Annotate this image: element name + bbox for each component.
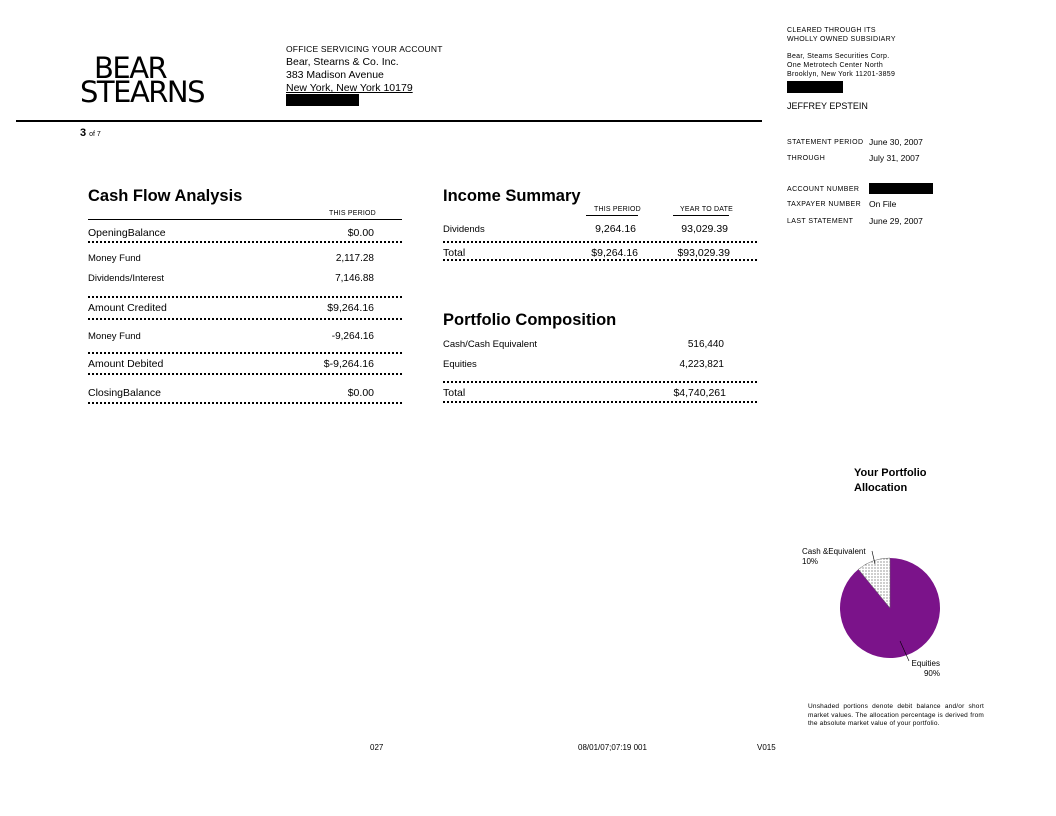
client-name: JEFFREY EPSTEIN [787,101,868,111]
allocation-title [854,466,974,496]
amount-debited-label: Amount Debited [88,358,164,370]
cash-flow-col-head: THIS PERIOD [329,210,376,217]
income-col-this-period: THIS PERIOD [594,206,641,213]
clearing-name: Bear, Steams Securities Corp. [787,53,890,60]
taxpayer-number-value: On File [869,199,897,209]
allocation-pie-chart [790,540,960,670]
amount-credited-label: Amount Credited [88,302,167,314]
income-dividends-ytd: 93,029.39 [681,223,728,235]
allocation-title-line-2: Allocation [854,482,908,494]
through-value: July 31, 2007 [869,153,920,163]
dotted-rule [443,259,757,261]
portfolio-composition-title: Portfolio Composition [443,311,617,329]
col-underline [586,215,638,216]
allocation-note: Unshaded portions denote debit balance and/or short market values. The allocation percentage is derived from the absolute market value of your portfolio. [808,703,984,727]
dotted-rule [88,296,402,298]
logo-line-1: BEAR [94,51,167,85]
clearing-city: Brooklyn, New York 11201-3859 [787,71,896,78]
dividends-interest-value: 7,146.88 [335,273,374,284]
cash-equivalent-label: Cash/Cash Equivalent [443,339,537,350]
money-fund-label: Money Fund [88,253,141,264]
taxpayer-number-label: TAXPAYER NUMBER [787,201,862,208]
redaction-bar [787,81,843,93]
portfolio-total-value: $4,740,261 [673,387,726,399]
dividends-interest-label: Dividends/Interest [88,273,165,284]
equities-label: Equities [443,359,477,370]
income-col-year-to-date: YEAR TO DATE [680,206,733,213]
statement-period-label: STATEMENT PERIOD [787,139,864,146]
amount-credited-value: $9,264.16 [327,302,374,314]
bear-stearns-logo [80,51,205,109]
portfolio-total-label: Total [443,387,466,399]
redaction-bar [286,94,359,106]
cash-equivalent-value: 516,440 [687,339,724,350]
dotted-rule [88,241,402,243]
dotted-rule [88,318,402,320]
office-city: New York, New York 10179 [286,82,413,94]
money-fund-value: 2,117.28 [335,253,374,264]
closing-balance-value: $0.00 [347,387,374,399]
clearing-line-2: WHOLLY OWNED SUBSIDIARY [787,36,896,43]
footer-code-right: V015 [757,743,776,752]
income-total-label: Total [443,247,466,259]
last-statement-value: June 29, 2007 [869,216,923,226]
logo-line-2: STEARNS [80,75,205,109]
statement-period-value: June 30, 2007 [869,137,923,147]
amount-debited-value: $-9,264.16 [323,358,374,370]
col-underline [673,215,729,216]
cash-flow-head-rule [88,219,402,220]
dotted-rule [88,373,402,375]
cash-slice-name: Cash &Equivalent [802,547,866,556]
clearing-line-1: CLEARED THROUGH ITS [787,27,876,34]
equities-slice-pct: 90% [923,669,940,678]
closing-balance-label: ClosingBalance [88,387,161,399]
dotted-rule [443,401,757,403]
header-divider [16,120,762,122]
redaction-bar [869,183,933,194]
footer-timestamp: 08/01/07;07:19 001 [578,743,647,752]
footer-code-left: 027 [370,743,384,752]
equities-value: 4,223,821 [679,359,724,370]
office-heading: OFFICE SERVICING YOUR ACCOUNT [286,44,443,54]
opening-balance-label: OpeningBalance [88,227,166,239]
last-statement-label: LAST STATEMENT [787,218,854,225]
office-name: Bear, Stearns & Co. Inc. [286,56,399,68]
income-total-ytd: $93,029.39 [677,247,730,259]
income-dividends-this: 9,264.16 [595,223,636,235]
through-label: THROUGH [787,155,826,162]
income-total-this: $9,264.16 [591,247,638,259]
income-summary-title: Income Summary [443,187,581,205]
clearing-street: One Metrotech Center North [787,62,884,69]
money-fund-debit-label: Money Fund [88,331,141,342]
page-number [80,127,101,139]
equities-slice-name: Equities [911,659,940,668]
account-number-label: ACCOUNT NUMBER [787,186,860,193]
page-of-total: of 7 [89,131,101,138]
opening-balance-value: $0.00 [347,227,374,239]
dotted-rule [88,352,402,354]
dotted-rule [443,241,757,243]
dotted-rule [88,402,402,404]
cash-flow-title: Cash Flow Analysis [88,187,243,205]
income-dividends-label: Dividends [443,224,485,235]
dotted-rule [443,381,757,383]
page-current: 3 [80,127,87,139]
allocation-title-line-1: Your Portfolio [854,467,927,479]
money-fund-debit-value: -9,264.16 [331,331,374,342]
office-street: 383 Madison Avenue [286,69,384,81]
cash-slice-pct: 10% [802,557,819,566]
